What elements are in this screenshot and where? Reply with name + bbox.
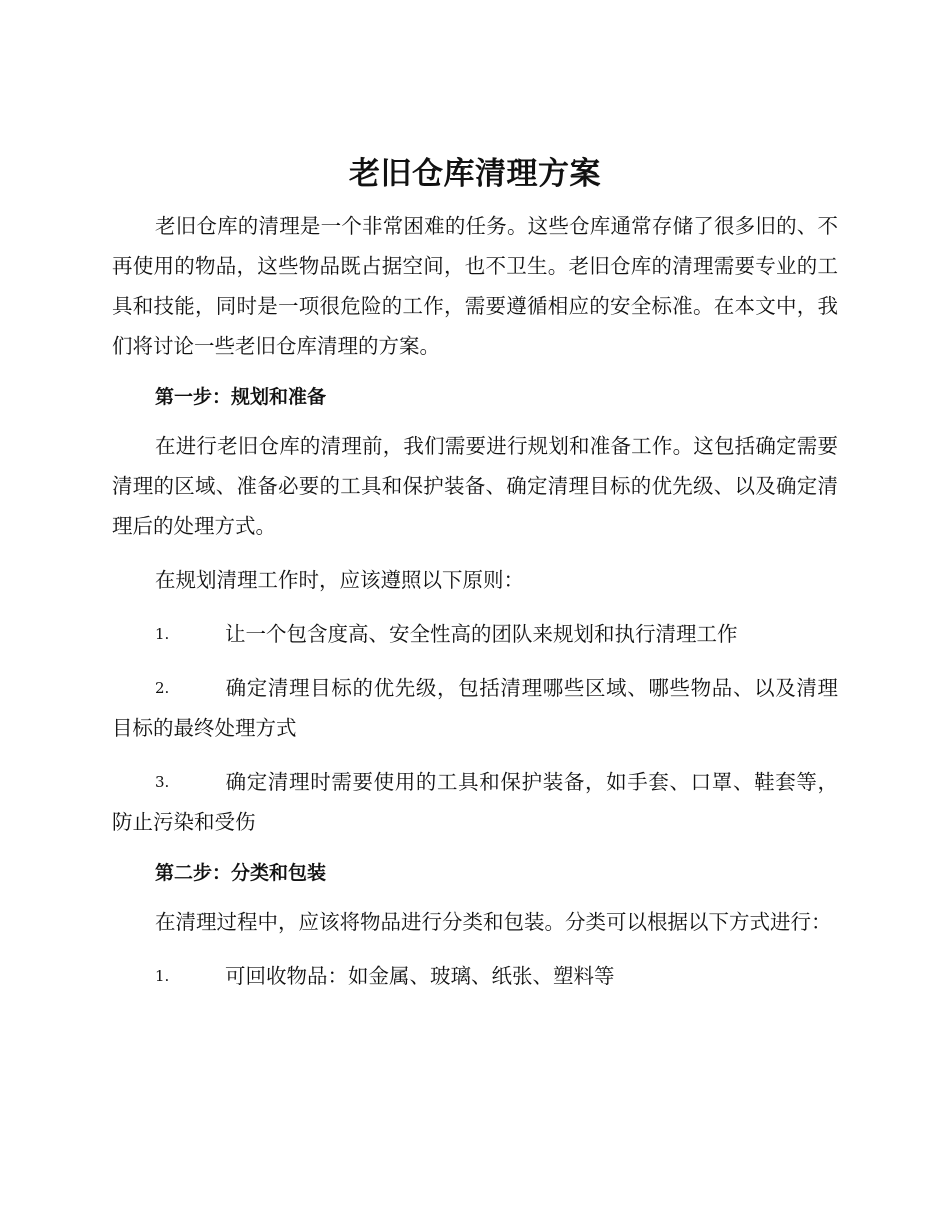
list-item-number: 1.: [155, 625, 170, 643]
list-item-number: 2.: [155, 679, 170, 697]
list-item-text: 可回收物品：如金属、玻璃、纸张、塑料等: [225, 964, 615, 988]
step1-heading: 第一步：规划和准备: [155, 386, 327, 408]
list-item-number: 3.: [155, 773, 170, 791]
list-item-number: 1.: [155, 967, 170, 985]
list-item: [112, 762, 838, 842]
intro-paragraph: 老旧仓库的清理是一个非常困难的任务。这些仓库通常存储了很多旧的、不再使用的物品，这些物品既占据空间，也不卫生。老旧仓库的清理需要专业的工具和技能，同时是一项很危险的工作，需要遵循相应的安全标准。在本文中，我们将讨论一些老旧仓库清理的方案。: [112, 214, 838, 358]
step1-paragraph: 在进行老旧仓库的清理前，我们需要进行规划和准备工作。这包括确定需要清理的区域、准备必要的工具和保护装备、确定清理目标的优先级、以及确定清理后的处理方式。: [112, 434, 838, 538]
list-item: [112, 668, 838, 748]
principles-intro: 在规划清理工作时，应该遵照以下原则：: [155, 568, 524, 592]
list-item: [112, 614, 838, 654]
list-item-text: 确定清理时需要使用的工具和保护装备，如手套、口罩、鞋套等，防止污染和受伤: [112, 770, 838, 834]
step2-paragraph: 在清理过程中，应该将物品进行分类和包装。分类可以根据以下方式进行：: [155, 910, 832, 934]
list-item-text: 让一个包含度高、安全性高的团队来规划和执行清理工作: [225, 622, 738, 646]
list-item: [112, 956, 838, 996]
list-item-text: 确定清理目标的优先级，包括清理哪些区域、哪些物品、以及清理目标的最终处理方式: [112, 676, 838, 740]
step2-heading: 第二步：分类和包装: [155, 862, 327, 884]
document-title: 老旧仓库清理方案: [349, 156, 601, 192]
